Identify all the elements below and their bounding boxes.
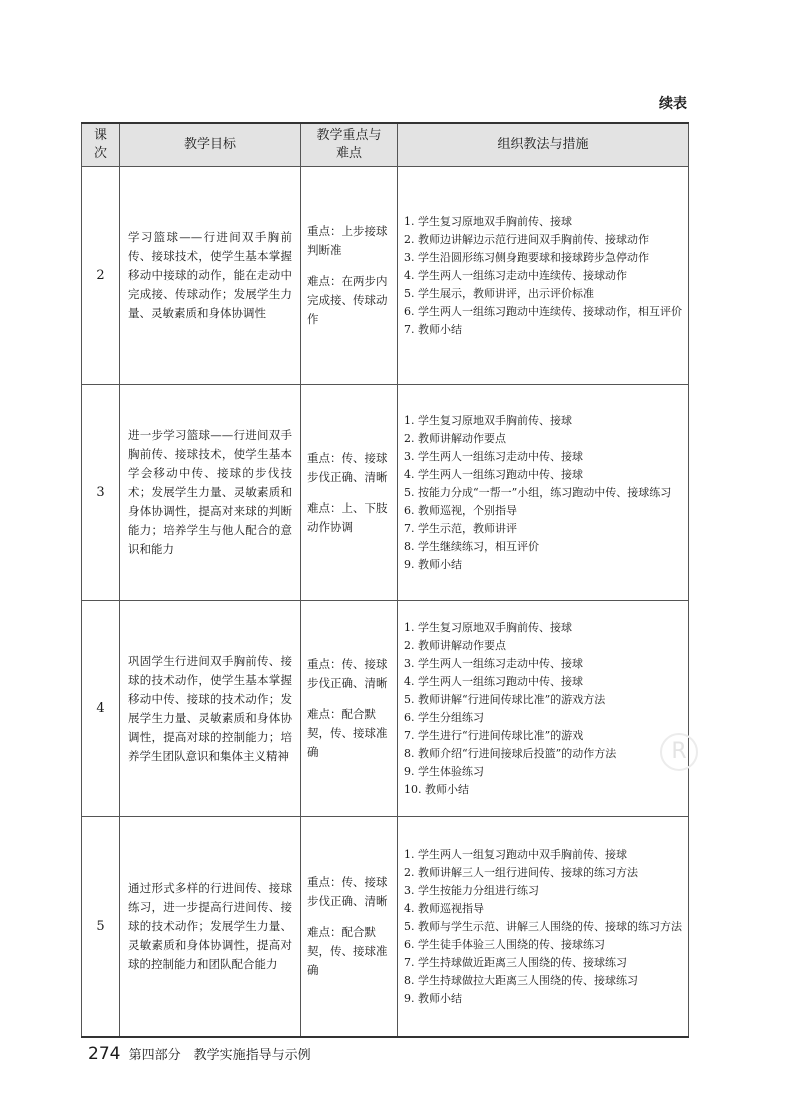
- step-item: 2. 教师边讲解边示范行进间双手胸前传、接球动作: [404, 232, 649, 246]
- footer-section-title: 第四部分 教学实施指导与示例: [128, 1048, 311, 1063]
- lesson-number: 3: [82, 385, 120, 601]
- key-difficulty: [301, 601, 398, 817]
- step-item: 9. 学生体验练习: [404, 764, 484, 778]
- step-item: 4. 学生两人一组练习跑动中传、接球: [404, 467, 583, 481]
- step-item: 3. 学生沿圆形练习侧身跑要球和接球跨步急停动作: [404, 250, 649, 264]
- methods: [398, 817, 689, 1038]
- header-key-difficulty: 教学重点与难点: [301, 123, 398, 167]
- page-footer: [88, 1044, 311, 1064]
- step-item: 2. 教师讲解动作要点: [404, 431, 506, 445]
- step-item: 1. 学生复习原地双手胸前传、接球: [404, 413, 572, 427]
- step-item: 8. 学生继续练习，相互评价: [404, 539, 539, 553]
- key-difficulty: [301, 817, 398, 1038]
- table-header-row: [82, 123, 689, 167]
- header-goal: 教学目标: [120, 123, 301, 167]
- step-item: 6. 学生两人一组练习跑动中连续传、接球动作，相互评价: [404, 304, 682, 318]
- step-list: [404, 213, 683, 339]
- step-item: 3. 学生按能力分组进行练习: [404, 883, 539, 897]
- methods: [398, 385, 689, 601]
- step-item: 7. 学生示范，教师讲评: [404, 521, 517, 535]
- key-difficulty: [301, 167, 398, 385]
- teaching-goal: 学习篮球——行进间双手胸前传、接球技术，使学生基本掌握移动中接球的动作，能在走动中完成接、传球动作；发展学生力量、灵敏素质和身体协调性: [120, 167, 301, 385]
- table-row: [82, 817, 689, 1038]
- step-item: 5. 教师讲解“行进间传球比准”的游戏方法: [404, 692, 606, 706]
- lesson-plan-table: [81, 122, 689, 1038]
- lesson-number: 4: [82, 601, 120, 817]
- difficulty: 难点：配合默契，传、接球准确: [307, 707, 388, 759]
- step-item: 2. 教师讲解三人一组行进间传、接球的练习方法: [404, 865, 638, 879]
- step-list: [404, 846, 683, 1008]
- lesson-number: 5: [82, 817, 120, 1038]
- header-lesson: 课次: [82, 123, 120, 167]
- step-item: 4. 学生两人一组练习跑动中传、接球: [404, 674, 583, 688]
- step-item: 7. 学生持球做近距离三人围绕的传、接球练习: [404, 955, 627, 969]
- methods: [398, 601, 689, 817]
- step-item: 5. 按能力分成“一帮一”小组，练习跑动中传、接球练习: [404, 485, 672, 499]
- teaching-goal: 通过形式多样的行进间传、接球练习，进一步提高行进间传、接球的技术动作；发展学生力量、灵敏素质和身体协调性，提高对球的控制能力和团队配合能力: [120, 817, 301, 1038]
- step-item: 9. 教师小结: [404, 991, 462, 1005]
- step-item: 5. 学生展示，教师讲评，出示评价标准: [404, 286, 594, 300]
- teaching-goal: 进一步学习篮球——行进间双手胸前传、接球技术，使学生基本学会移动中传、接球的步伐技术；发展学生力量、灵敏素质和身体协调性，提高对来球的判断能力；培养学生与他人配合的意识和能力: [120, 385, 301, 601]
- step-list: [404, 412, 683, 574]
- key-point: 重点：传、接球步伐正确、清晰: [307, 875, 388, 908]
- step-item: 6. 教师巡视，个别指导: [404, 503, 517, 517]
- key-point: 重点：传、接球步伐正确、清晰: [307, 450, 388, 484]
- step-item: 10. 教师小结: [404, 782, 469, 796]
- step-item: 8. 学生持球做拉大距离三人围绕的传、接球练习: [404, 973, 638, 987]
- step-list: [404, 619, 683, 799]
- table-row: [82, 167, 689, 385]
- registered-mark-icon: R: [660, 733, 698, 771]
- step-item: 6. 学生分组练习: [404, 710, 484, 724]
- continued-label: 续表: [659, 96, 687, 112]
- teaching-goal: 巩固学生行进间双手胸前传、接球的技术动作，使学生基本掌握移动中传、接球的技术动作；发展学生力量、灵敏素质和身体协调性，提高对球的控制能力；培养学生团队意识和集体主义精神: [120, 601, 301, 817]
- step-item: 2. 教师讲解动作要点: [404, 638, 506, 652]
- step-item: 3. 学生两人一组练习走动中传、接球: [404, 449, 583, 463]
- table-row: [82, 385, 689, 601]
- difficulty: 难点：上、下肢动作协调: [307, 500, 388, 534]
- step-item: 1. 学生复习原地双手胸前传、接球: [404, 620, 572, 634]
- key-point: 重点：传、接球步伐正确、清晰: [307, 657, 388, 690]
- step-item: 7. 学生进行“行进间传球比准”的游戏: [404, 728, 584, 742]
- lesson-number: 2: [82, 167, 120, 385]
- table-row: [82, 601, 689, 817]
- step-item: 4. 学生两人一组练习走动中连续传、接球动作: [404, 268, 627, 282]
- header-methods: 组织教法与措施: [398, 123, 689, 167]
- step-item: 5. 教师与学生示范、讲解三人围绕的传、接球的练习方法: [404, 919, 682, 933]
- difficulty: 难点：在两步内完成接、传球动作: [307, 274, 388, 326]
- step-item: 3. 学生两人一组练习走动中传、接球: [404, 656, 583, 670]
- methods: [398, 167, 689, 385]
- step-item: 4. 教师巡视指导: [404, 901, 484, 915]
- difficulty: 难点：配合默契，传、接球准确: [307, 925, 388, 977]
- step-item: 8. 教师介绍“行进间接球后投篮”的动作方法: [404, 746, 617, 760]
- page-number: 274: [88, 1044, 121, 1064]
- key-difficulty: [301, 385, 398, 601]
- key-point: 重点：上步接球判断准: [307, 224, 388, 257]
- step-item: 1. 学生两人一组复习跑动中双手胸前传、接球: [404, 847, 627, 861]
- step-item: 6. 学生徒手体验三人围绕的传、接球练习: [404, 937, 605, 951]
- step-item: 7. 教师小结: [404, 322, 462, 336]
- step-item: 1. 学生复习原地双手胸前传、接球: [404, 214, 572, 228]
- step-item: 9. 教师小结: [404, 557, 462, 571]
